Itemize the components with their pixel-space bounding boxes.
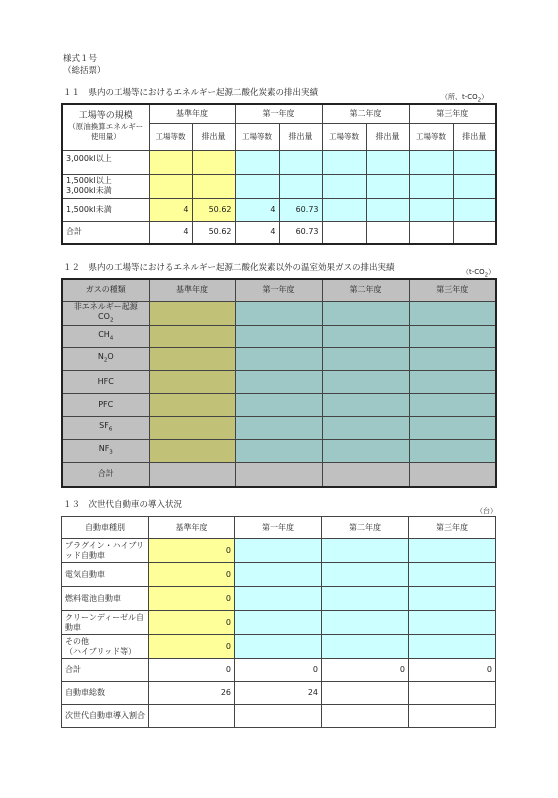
vehicle-cell [235,705,322,728]
gas-cell [235,394,322,417]
gas-header: ガスの種類 [62,279,149,301]
col-count-2: 工場等数 [322,123,366,150]
vehicle-cell[interactable]: 0 [149,539,235,563]
gas-cell [149,440,235,463]
vehicle-cell: 0 [322,659,409,682]
gas-cell [409,463,496,487]
vehicle-cell: 24 [235,682,322,705]
vehicle-cell[interactable] [409,587,496,611]
gas-cell [409,371,496,394]
section12-table [61,278,497,488]
vehicle-cell[interactable]: 0 [149,587,235,611]
section11-unit: （所、$t-CO_2$） [441,93,489,104]
emission-cell: 60.73 [279,221,322,244]
gas-cell [322,301,409,326]
vehicle-cell: 0 [235,659,322,682]
vehicle-label: 電気自動車 [62,563,149,587]
row-label: 合計 [62,221,149,244]
gas-cell [149,463,235,487]
count-cell[interactable] [149,150,192,174]
col-emission-3: 排出量 [453,123,496,150]
year-header-0: 基準年度 [149,279,235,301]
gas-cell [149,301,235,326]
vehicle-cell[interactable] [235,611,322,635]
col-emission-1: 排出量 [279,123,322,150]
vehicle-cell[interactable] [235,563,322,587]
col-count-0: 工場等数 [149,123,192,150]
vehicle-row [62,705,496,728]
year-header-3: 第三年度 [409,104,496,123]
table-row-total [62,221,496,244]
scale-header-label: 工場等の規模 [78,111,133,121]
gas-label: $NF_3$ [62,440,149,463]
count-cell: 4 [149,221,192,244]
emission-cell: 50.62 [192,221,235,244]
count-cell: 4 [235,221,279,244]
gas-cell [235,371,322,394]
year-header-1: 第一年度 [235,279,322,301]
vehicle-cell[interactable] [235,539,322,563]
vehicle-cell[interactable]: 0 [149,611,235,635]
year-header-0: 基準年度 [149,104,235,123]
year-header-2: 第二年度 [322,517,409,539]
year-header-0: 基準年度 [149,517,235,539]
emission-cell[interactable] [366,174,409,198]
emission-cell[interactable] [279,150,322,174]
col-emission-2: 排出量 [366,123,409,150]
vehicle-cell: 26 [149,682,235,705]
gas-cell [322,394,409,417]
vehicle-cell[interactable] [235,635,322,659]
vehicle-label: 次世代自動車導入割合 [62,705,149,728]
count-cell[interactable] [409,198,453,221]
vehicle-cell[interactable] [322,635,409,659]
gas-label: $CH_4$ [62,326,149,348]
vehicle-cell[interactable] [409,635,496,659]
gas-label: HFC [62,371,149,394]
section11-table [61,103,497,245]
gas-row [62,301,496,326]
vehicle-cell[interactable] [235,587,322,611]
vehicle-cell[interactable] [322,611,409,635]
gas-row [62,326,496,348]
vehicle-row [62,635,496,659]
vehicle-cell[interactable]: 0 [149,635,235,659]
emission-cell[interactable] [453,150,496,174]
section13-unit: （台） [476,507,497,515]
gas-row-total [62,463,496,487]
vehicle-row [62,563,496,587]
count-cell[interactable] [149,174,192,198]
vehicle-cell: 0 [409,659,496,682]
gas-cell [322,463,409,487]
gas-cell [149,417,235,440]
gas-row [62,371,496,394]
section13-table [61,516,496,728]
vehicle-cell [409,682,496,705]
gas-row [62,394,496,417]
gas-cell [235,440,322,463]
gas-label: PFC [62,394,149,417]
gas-cell [409,301,496,326]
col-emission-0: 排出量 [192,123,235,150]
emission-cell[interactable] [366,198,409,221]
vehicle-cell [322,682,409,705]
gas-label: 合計 [62,463,149,487]
year-header-3: 第三年度 [409,279,496,301]
gas-label-main: $CO_2$ [98,311,114,324]
count-cell[interactable] [409,150,453,174]
scale-header-sub: （原油換算エネルギー使用量） [68,122,144,141]
gas-label: $SF_6$ [62,417,149,440]
count-cell[interactable] [235,150,279,174]
count-cell[interactable] [235,174,279,198]
gas-cell [409,417,496,440]
count-cell [409,221,453,244]
vehicle-cell[interactable] [322,539,409,563]
form-subtitle: （総括票） [63,66,106,76]
count-cell[interactable] [322,150,366,174]
gas-cell [235,326,322,348]
year-header-1: 第一年度 [235,104,322,123]
emission-cell[interactable] [279,174,322,198]
emission-cell [453,221,496,244]
gas-row [62,440,496,463]
vehicle-label: 自動車総数 [62,682,149,705]
count-cell[interactable] [409,174,453,198]
year-header-1: 第一年度 [235,517,322,539]
row-label: 3,000kl以上 [62,150,149,174]
gas-label: $N_2O$ [62,348,149,371]
gas-cell [409,440,496,463]
vehicle-cell[interactable] [409,563,496,587]
count-cell[interactable]: 4 [149,198,192,221]
gas-cell [409,394,496,417]
emission-cell[interactable] [453,198,496,221]
emission-cell[interactable] [453,174,496,198]
vehicle-row [62,611,496,635]
row-label: 1,500kl未満 [62,198,149,221]
table-row [62,150,496,174]
gas-row [62,417,496,440]
gas-cell [235,348,322,371]
vehicle-cell [149,705,235,728]
emission-cell[interactable]: 50.62 [192,198,235,221]
vehicle-row [62,682,496,705]
year-header-3: 第三年度 [409,517,496,539]
count-cell[interactable] [322,198,366,221]
table-row [62,174,496,198]
vehicle-cell [409,705,496,728]
col-count-3: 工場等数 [409,123,453,150]
vehicle-cell: 0 [149,659,235,682]
section12-title: １２ 県内の工場等におけるエネルギー起源二酸化炭素以外の温室効果ガスの排出実績 [63,263,395,273]
vehicle-row-total [62,659,496,682]
type-header: 自動車種別 [62,517,149,539]
vehicle-cell[interactable] [409,539,496,563]
emission-cell[interactable] [192,174,235,198]
table-row [62,198,496,221]
count-cell[interactable] [322,174,366,198]
gas-cell [149,371,235,394]
gas-label [62,301,149,326]
gas-cell [235,463,322,487]
gas-cell [149,394,235,417]
form-heading [63,53,106,77]
count-cell[interactable]: 4 [235,198,279,221]
vehicle-cell[interactable] [409,611,496,635]
gas-cell [149,348,235,371]
vehicle-cell[interactable] [322,563,409,587]
scale-header [62,104,149,150]
vehicle-label: 合計 [62,659,149,682]
vehicle-label: クリーンディーゼル自動車 [62,611,149,635]
vehicle-label: プラグイン・ハイブリッド自動車 [62,539,149,563]
year-header-2: 第二年度 [322,279,409,301]
col-count-1: 工場等数 [235,123,279,150]
section11-title: １１ 県内の工場等におけるエネルギー起源二酸化炭素の排出実績 [63,88,319,98]
gas-label-top: 非エネルギー起源 [73,301,138,311]
form-number: 様式１号 [63,54,98,64]
emission-cell[interactable] [366,150,409,174]
vehicle-label: 燃料電池自動車 [62,587,149,611]
vehicle-cell[interactable]: 0 [149,563,235,587]
gas-cell [322,348,409,371]
gas-cell [149,326,235,348]
vehicle-row [62,539,496,563]
vehicle-cell [322,705,409,728]
gas-cell [322,417,409,440]
vehicle-label: その他 （ハイブリッド等） [62,635,149,659]
gas-row [62,348,496,371]
section13-title: １３ 次世代自動車の導入状況 [63,500,183,510]
gas-cell [409,348,496,371]
vehicle-cell[interactable] [322,587,409,611]
gas-cell [235,301,322,326]
year-header-2: 第二年度 [322,104,409,123]
gas-cell [322,440,409,463]
count-cell [322,221,366,244]
row-label: 1,500kl以上 3,000kl未満 [62,174,149,198]
emission-cell[interactable] [192,150,235,174]
gas-cell [235,417,322,440]
emission-cell[interactable]: 60.73 [279,198,322,221]
gas-cell [322,326,409,348]
section12-unit: $(t-CO_2)$ [462,268,496,279]
vehicle-row [62,587,496,611]
gas-cell [409,326,496,348]
emission-cell [366,221,409,244]
gas-cell [322,371,409,394]
